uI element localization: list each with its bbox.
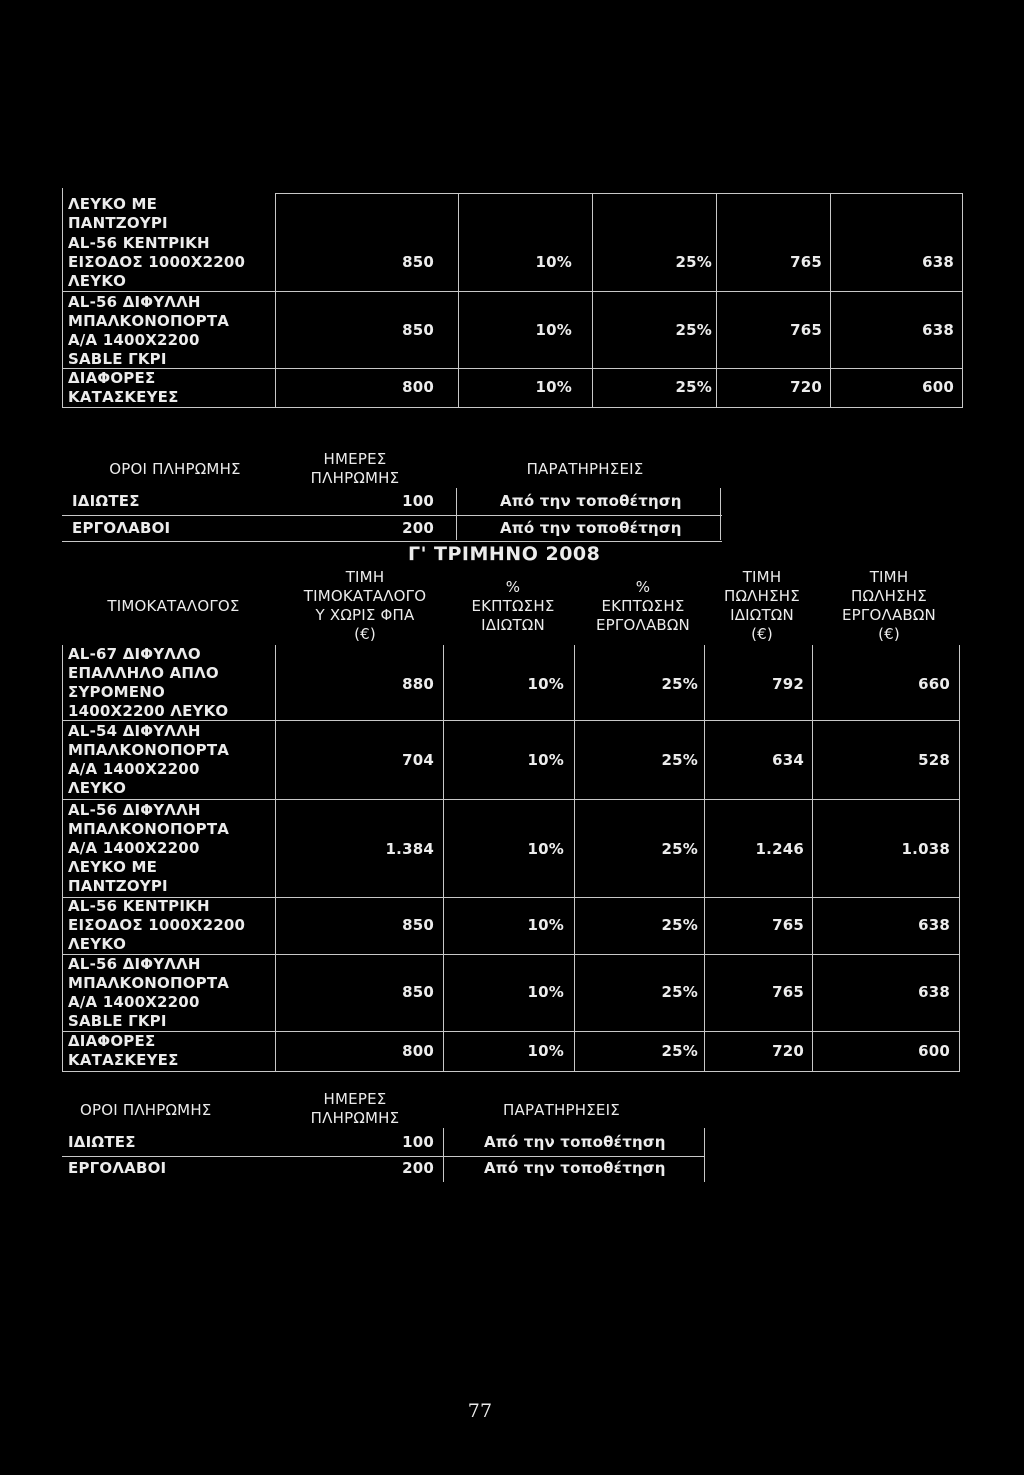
product-description: AL-56 ΔΙΦΥΛΛΗ ΜΠΑΛΚΟΝΟΠΟΡΤΑ Α/Α 1400Χ2200 SABLE ΓΚΡΙ	[68, 955, 230, 1030]
top-table-rule	[592, 193, 593, 408]
product-description: ΛΕΥΚΟ ΜΕ ΠΑΝΤΖΟΥΡΙ	[68, 195, 168, 232]
private-sale-price: 765	[772, 916, 804, 934]
top-table-rule	[716, 193, 717, 408]
product-description: AL-56 ΚΕΝΤΡΙΚΗ ΕΙΣΟΔΟΣ 1000Χ2200 ΛΕΥΚΟ	[68, 234, 246, 290]
catalog-price: 1.384	[385, 840, 434, 858]
top-table-rule	[962, 193, 963, 408]
table-rule	[62, 645, 63, 1072]
days-header: ΗΜΕΡΕΣ ΠΛΗΡΩΜΗΣ	[310, 1090, 400, 1127]
catalog-price: 800	[402, 378, 434, 396]
catalog-price: 850	[402, 321, 434, 339]
contractor-sale-price: 660	[918, 675, 950, 693]
top-table-rule	[275, 193, 276, 408]
payment-remark: Από την τοποθέτηση	[484, 1133, 666, 1151]
terms-rule	[62, 1156, 704, 1157]
contractor-discount: 25%	[661, 916, 698, 934]
contractor-discount: 25%	[675, 321, 712, 339]
contractor-sale-price: 638	[918, 916, 950, 934]
table-rule	[574, 645, 575, 1072]
contractor-sale-price: 600	[918, 1042, 950, 1060]
private-discount-header: % ΕΚΠΤΩΣΗΣ ΙΔΙΩΤΩΝ	[471, 578, 555, 634]
catalog-price: 704	[402, 751, 434, 769]
contractor-discount: 25%	[661, 675, 698, 693]
private-discount: 10%	[527, 751, 564, 769]
contractor-sale-price: 600	[922, 378, 954, 396]
product-description: AL-56 ΔΙΦΥΛΛΗ ΜΠΑΛΚΟΝΟΠΟΡΤΑ Α/Α 1400Χ2200 SABLE ΓΚΡΙ	[68, 293, 230, 368]
terms-rule	[456, 488, 457, 540]
table-rule	[959, 645, 960, 1072]
catalog-price: 850	[402, 916, 434, 934]
payer-label: ΕΡΓΟΛΑΒΟΙ	[72, 519, 171, 537]
private-sale-price: 765	[790, 321, 822, 339]
private-sale-price: 792	[772, 675, 804, 693]
remarks-header: ΠΑΡΑΤΗΡΗΣΕΙΣ	[526, 460, 644, 478]
contractor-discount: 25%	[661, 751, 698, 769]
private-discount: 10%	[527, 916, 564, 934]
contractor-sale-price: 1.038	[901, 840, 950, 858]
catalog-header: ΤΙΜΟΚΑΤΑΛΟΓΟΣ	[107, 597, 240, 615]
payer-label: ΙΔΙΩΤΕΣ	[72, 492, 140, 510]
table-rule	[62, 1071, 960, 1072]
private-discount: 10%	[527, 840, 564, 858]
product-description: AL-56 ΔΙΦΥΛΛΗ ΜΠΑΛΚΟΝΟΠΟΡΤΑ Α/Α 1400Χ2200 ΛΕΥΚΟ ΜΕ ΠΑΝΤΖΟΥΡΙ	[68, 801, 230, 895]
top-table-rule	[830, 193, 831, 408]
catalog-price: 800	[402, 1042, 434, 1060]
contractor-discount: 25%	[675, 253, 712, 271]
product-description: AL-54 ΔΙΦΥΛΛΗ ΜΠΑΛΚΟΝΟΠΟΡΤΑ Α/Α 1400Χ2200 ΛΕΥΚΟ	[68, 722, 230, 797]
payer-label: ΕΡΓΟΛΑΒΟΙ	[68, 1159, 167, 1177]
contractor-discount: 25%	[661, 840, 698, 858]
top-table-rule	[275, 193, 963, 194]
product-description: AL-56 ΚΕΝΤΡΙΚΗ ΕΙΣΟΔΟΣ 1000Χ2200 ΛΕΥΚΟ	[68, 897, 246, 953]
payment-days: 100	[402, 492, 434, 510]
catalog-price: 880	[402, 675, 434, 693]
days-header: ΗΜΕΡΕΣ ΠΛΗΡΩΜΗΣ	[310, 450, 400, 487]
payment-remark: Από την τοποθέτηση	[484, 1159, 666, 1177]
private-sale-price: 1.246	[755, 840, 804, 858]
contractor-discount-header: % ΕΚΠΤΩΣΗΣ ΕΡΓΟΛΑΒΩΝ	[596, 578, 690, 634]
product-description: ΔΙΑΦΟΡΕΣ ΚΑΤΑΣΚΕΥΕΣ	[68, 369, 179, 406]
table-rule	[443, 645, 444, 1072]
private-sale-price: 634	[772, 751, 804, 769]
contractor-discount: 25%	[675, 378, 712, 396]
contractor-sale-price: 528	[918, 751, 950, 769]
private-sale-price: 765	[772, 983, 804, 1001]
contractor-sale-price: 638	[922, 321, 954, 339]
catalog-price: 850	[402, 253, 434, 271]
product-description: ΔΙΑΦΟΡΕΣ ΚΑΤΑΣΚΕΥΕΣ	[68, 1032, 179, 1069]
payment-days: 200	[402, 1159, 434, 1177]
terms-rule	[62, 515, 722, 516]
private-discount: 10%	[527, 675, 564, 693]
contractor-sale-price: 638	[918, 983, 950, 1001]
table-rule	[812, 645, 813, 1072]
top-table-rule	[62, 407, 963, 408]
remarks-header: ΠΑΡΑΤΗΡΗΣΕΙΣ	[503, 1101, 620, 1119]
page-number: 77	[467, 1400, 493, 1422]
contractor-discount: 25%	[661, 1042, 698, 1060]
quarter-title: Γ' ΤΡΙΜΗΝΟ 2008	[408, 543, 601, 565]
payment-remark: Από την τοποθέτηση	[500, 492, 682, 510]
private-sale-price: 720	[790, 378, 822, 396]
private-discount: 10%	[535, 378, 572, 396]
terms-header: ΟΡΟΙ ΠΛΗΡΩΜΗΣ	[109, 460, 241, 478]
private-discount: 10%	[527, 983, 564, 1001]
table-rule	[62, 799, 960, 800]
terms-rule	[62, 541, 722, 542]
table-rule	[275, 645, 276, 1072]
terms-rule	[720, 488, 721, 540]
contractor-discount: 25%	[661, 983, 698, 1001]
terms-header: ΟΡΟΙ ΠΛΗΡΩΜΗΣ	[80, 1101, 212, 1119]
top-table-rule	[62, 291, 963, 292]
private-sale-price: 720	[772, 1042, 804, 1060]
private-discount: 10%	[535, 253, 572, 271]
product-description: AL-67 ΔΙΦΥΛΛΟ ΕΠΑΛΛΗΛΟ ΑΠΛΟ ΣΥΡΟΜΕΝΟ 1400Χ2200 ΛΕΥΚΟ	[68, 645, 229, 720]
private-discount: 10%	[535, 321, 572, 339]
private-sale-price: 765	[790, 253, 822, 271]
payer-label: ΙΔΙΩΤΕΣ	[68, 1133, 136, 1151]
private-sale-header: ΤΙΜΗ ΠΩΛΗΣΗΣ ΙΔΙΩΤΩΝ (€)	[724, 568, 800, 643]
terms-rule	[443, 1128, 444, 1182]
payment-days: 200	[402, 519, 434, 537]
private-discount: 10%	[527, 1042, 564, 1060]
contractor-sale-header: ΤΙΜΗ ΠΩΛΗΣΗΣ ΕΡΓΟΛΑΒΩΝ (€)	[842, 568, 936, 643]
payment-remark: Από την τοποθέτηση	[500, 519, 682, 537]
payment-days: 100	[402, 1133, 434, 1151]
price-header: ΤΙΜΗ ΤΙΜΟΚΑΤΑΛΟΓΟ Υ ΧΩΡΙΣ ΦΠΑ (€)	[303, 568, 427, 643]
catalog-price: 850	[402, 983, 434, 1001]
top-table-rule	[458, 193, 459, 408]
terms-rule	[704, 1128, 705, 1182]
contractor-sale-price: 638	[922, 253, 954, 271]
top-table-rule	[62, 188, 63, 408]
table-rule	[704, 645, 705, 1072]
